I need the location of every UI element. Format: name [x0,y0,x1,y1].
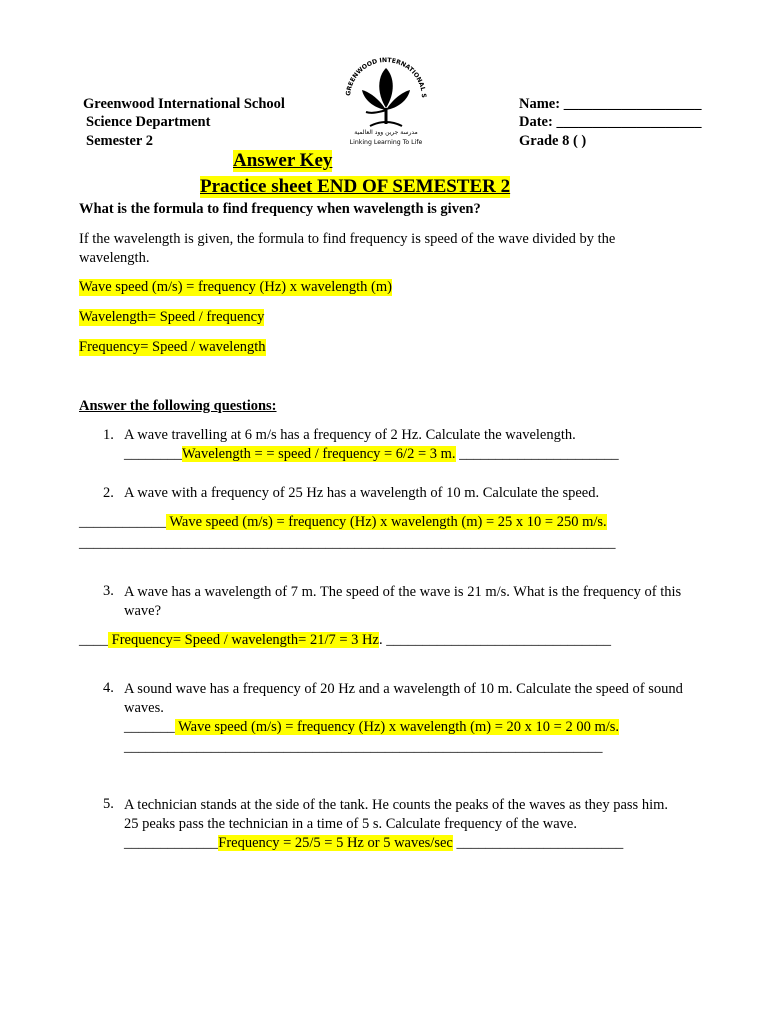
answer-blank: ______________________ [455,446,619,462]
answer-blank: _______ [124,719,175,735]
practice-sheet-title: Practice sheet END OF SEMESTER 2 [200,176,511,197]
question-number: 2. [103,485,114,501]
school-name: Greenwood International School [83,96,285,112]
answer-blank: ________ [124,446,182,462]
formula-wave-speed: Wave speed (m/s) = frequency (Hz) x wavelength (m) [79,279,392,295]
question-number: 4. [103,680,114,696]
answer-line [124,835,623,852]
answer-blank-line: __________________________________________________________________ [124,739,603,755]
question-number: 1. [103,427,114,443]
answer-line [79,514,607,531]
question-text: A sound wave has a frequency of 20 Hz and a wavelength of 10 m. Calculate the speed of sound waves. [124,681,683,716]
semester-label: Semester 2 [86,133,153,149]
logo-arabic-text: مدرسة جرين وود العالمية [354,129,418,136]
answer-text: Wave speed (m/s) = frequency (Hz) x wavelength (m) = 20 x 10 = 2 00 m/s. [174,719,620,735]
grade-field[interactable]: Grade 8 ( ) [519,133,587,149]
answer-text: Frequency = 25/5 = 5 Hz or 5 waves/sec [218,835,453,851]
answer-blank: ____________ [79,514,166,530]
formula-wavelength: Wavelength= Speed / frequency [79,309,265,325]
answer-text: Wave speed (m/s) = frequency (Hz) x wavelength (m) = 25 x 10 = 250 m/s. [166,514,607,530]
question-number: 5. [103,796,114,812]
plant-leaf-icon [336,52,436,148]
answer-blank: . _______________________________ [378,632,611,648]
answer-blank: _____________ [124,835,219,851]
school-logo [336,52,436,148]
logo-tagline: Linking Learning To Life [349,139,423,146]
answer-key-title: Answer Key [233,150,333,171]
name-field[interactable]: Name: ___________________ [519,96,702,112]
answer-line [124,719,619,736]
answer-blank: _______________________ [452,835,624,851]
intro-paragraph: If the wavelength is given, the formula to find frequency is speed of the wave divided by the wavelength. [79,231,616,266]
section-heading: Answer the following questions: [79,398,277,414]
question-text: A technician stands at the side of the tank. He counts the peaks of the waves as they pass him. 25 peaks pass the technician in a time of 5 s. Calculate frequency of the wave. [124,797,669,832]
question-text: A wave travelling at 6 m/s has a frequency of 2 Hz. Calculate the wavelength. [124,427,576,443]
date-field[interactable]: Date: ____________________ [519,114,702,130]
answer-blank-line: __________________________________________________________________________ [79,535,616,551]
answer-blank: ____ [79,632,108,648]
question-text: A wave with a frequency of 25 Hz has a wavelength of 10 m. Calculate the speed. [124,485,600,501]
question-text: A wave has a wavelength of 7 m. The speed of the wave is 21 m/s. What is the frequency of this wave? [124,584,682,619]
answer-text: Wavelength = = speed / frequency = 6/2 = 3 m. [182,446,456,462]
answer-line [79,632,611,649]
svg-text:GREENWOOD INTERNATIONAL SCHOOL: GREENWOOD INTERNATIONAL S [345,56,428,99]
formula-frequency: Frequency= Speed / wavelength [79,339,266,355]
answer-line [124,446,619,463]
department-name: Science Department [86,114,211,130]
answer-text: Frequency= Speed / wavelength= 21/7 = 3 Hz [108,632,379,648]
intro-question: What is the formula to find frequency when wavelength is given? [79,201,481,217]
question-number: 3. [103,583,114,599]
